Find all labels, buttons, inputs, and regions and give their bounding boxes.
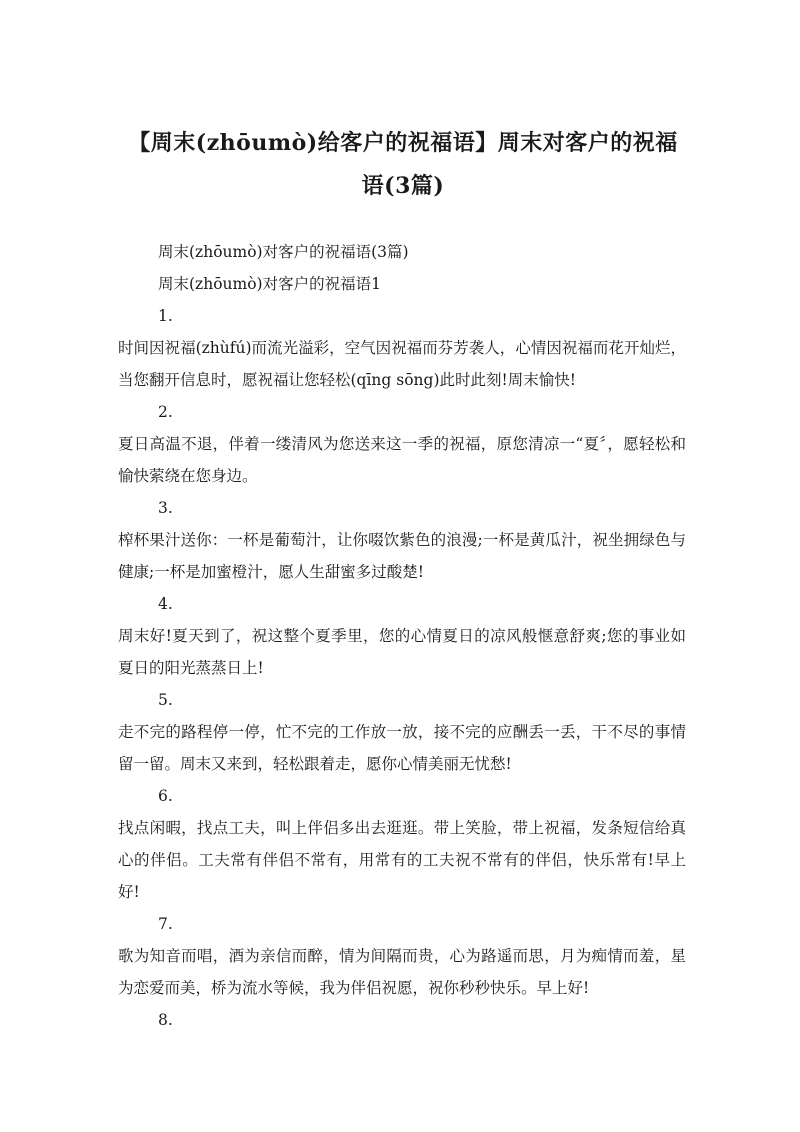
item-number: 1. — [158, 307, 173, 325]
item-number: 6. — [158, 787, 173, 805]
item-number: 8. — [158, 1011, 173, 1029]
item-text: 找点闲暇，找点工夫，叫上伴侣多出去逛逛。带上笑脸，带上祝福，发条短信给真心的伴侣。工夫常有伴侣不常有，用常有的工夫祝不常有的伴侣，快乐常有!早上好! — [118, 819, 686, 901]
document-title: 【周末(zhōumò)给客户的祝福语】周末对客户的祝福语(3篇) — [128, 130, 678, 199]
item-text: 歌为知音而唱，酒为亲信而醉，情为间隔而贵，心为路遥而思，月为痴情而羞，星为恋爱而美，桥为流水等候，我为伴侣祝愿，祝你秒秒快乐。早上好! — [118, 947, 686, 997]
item-text: 周末好!夏天到了，祝这整个夏季里，您的心情夏日的凉风般惬意舒爽;您的事业如夏日的阳光蒸蒸日上! — [118, 627, 686, 677]
item-text: 榨杯果汁送你：一杯是葡萄汁，让你啜饮紫色的浪漫;一杯是黄瓜汁，祝坐拥绿色与健康;一杯是加蜜橙汁，愿人生甜蜜多过酸楚! — [118, 531, 686, 581]
item-number: 4. — [158, 595, 173, 613]
document-body — [118, 236, 686, 1036]
item-number: 5. — [158, 691, 173, 709]
section-heading: 周末(zhōumò)对客户的祝福语1 — [158, 275, 381, 293]
item-text: 时间因祝福(zhùfú)而流光溢彩，空气因祝福而芬芳袭人，心情因祝福而花开灿烂，当您翻开信息时，愿祝福让您轻松(qīng sōng)此时此刻!周末愉快! — [118, 339, 686, 389]
item-text: 夏日高温不退，伴着一缕清风为您送来这一季的祝福，原您清凉一“夏〞，愿轻松和愉快萦绕在您身边。 — [118, 435, 686, 485]
document-subtitle: 周末(zhōumò)对客户的祝福语(3篇) — [158, 243, 409, 261]
item-number: 2. — [158, 403, 173, 421]
item-text: 走不完的路程停一停，忙不完的工作放一放，接不完的应酬丢一丢，干不尽的事情留一留。周末又来到，轻松跟着走，愿你心情美丽无忧愁! — [118, 723, 686, 773]
item-number: 3. — [158, 499, 173, 517]
item-number: 7. — [158, 915, 173, 933]
